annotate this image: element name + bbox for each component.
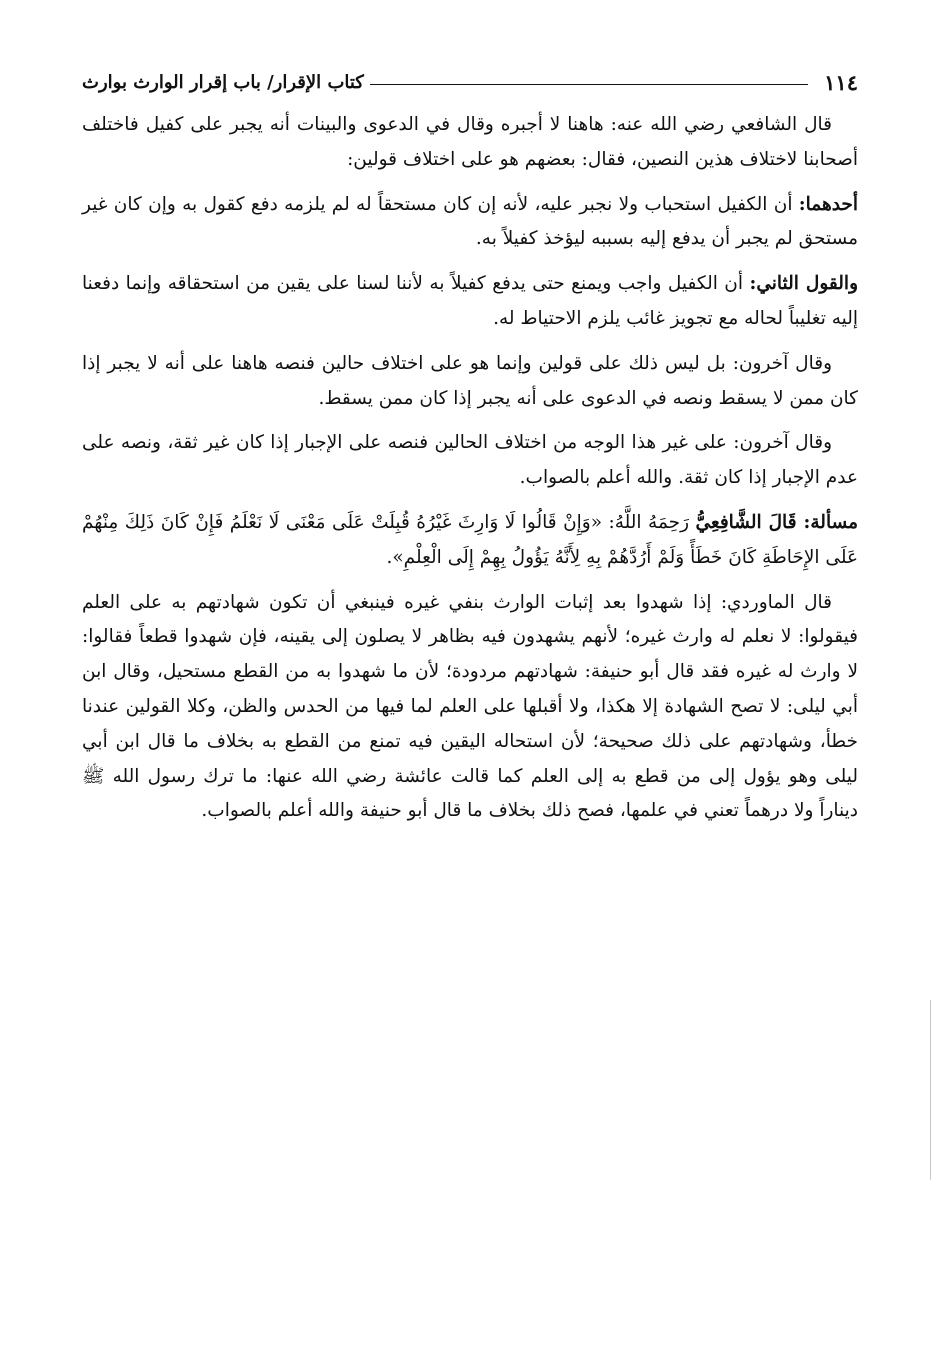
running-head: كتاب الإقرار/ باب إقرار الوارث بوارث [82, 71, 364, 93]
paragraph-text: رَحِمَهُ اللَّهُ: «وَإِنْ قَالُوا لَا وَارِثَ غَيْرُهُ قُبِلَتْ عَلَى مَعْنَى لَا نَعْلَمُ فَإِنْ كَانَ ذَلِكَ مِنْهُمْ عَلَى الإِحَاطَةِ كَانَ خَطَأً وَلَمْ أَرُدَّهُمْ بِهِ لِأَنَّهُ يَؤُولُ بِهِمْ إِلَى الْعِلْمِ». [82, 511, 858, 568]
paragraph-text: قال الشافعي رضي الله عنه: هاهنا لا أجبره وقال في الدعوى والبينات أنه يجبر على كفيل فاختلف أصحابنا لاختلاف هذين النصين، فقال: بعضهم هو على اختلاف قولين: [82, 114, 858, 170]
paragraph-5 [82, 426, 858, 496]
scan-margin-line [930, 1000, 931, 1180]
paragraph-text: أن الكفيل استحباب ولا نجبر عليه، لأنه إن كان مستحقاً له لم يلزمه دفع كقول به وإن كان غير مستحق لم يجبر أن يدفع إليه بسببه ليؤخذ كفيلاً به. [82, 193, 858, 250]
header-rule [370, 84, 808, 85]
paragraph-2 [82, 188, 858, 258]
paragraph-text: أن الكفيل واجب ويمنع حتى يدفع كفيلاً به لأننا لسنا على يقين من استحقاقه وإنما دفعنا إليه تغليباً لحاله مع تجويز غائب يلزم الاحتياط له. [82, 273, 858, 329]
paragraph-text: قال الماوردي: إذا شهدوا بعد إثبات الوارث بنفي غيره فينبغي أن تكون شهادتهم به على العلم فيقولوا: لا نعلم له وارث غيره؛ لأنهم يشهدون فيه بظاهر لا يصلون إلى يقينه، فإن شهدوا قطعاً فقالوا: لا وارث له غيره فقد قال أبو حنيفة: شهادتهم مردودة؛ لأن ما شهدوا به من القطع مستحيل، وقال ابن أبي ليلى: لا تصح الشهادة إلا هكذا، ولا أقبلها على العلم لما فيها من الحدس والظن، وكلا القولين عندنا خطأ، وشهادتهم على ذلك صحيحة؛ لأن استحاله اليقين فيه تمنع من القطع به بخلاف ما قال ابن أبي ليلى وهو يؤول إلى من قطع به إلى العلم كما قالت عائشة رضي الله عنها: ما ترك رسول الله ﷺ ديناراً ولا درهماً تعني في علمها، فصح ذلك بخلاف ما قال أبو حنيفة والله أعلم بالصواب. [82, 591, 858, 822]
paragraph-7 [82, 586, 858, 830]
paragraph-text: وقال آخرون: بل ليس ذلك على قولين وإنما هو على اختلاف حالين فنصه هاهنا على أنه لا يجبر إذا كان ممن لا يسقط ونصه في الدعوى على أنه يجبر إذا كان ممن يسقط. [82, 352, 858, 409]
paragraph-1 [82, 108, 858, 178]
paragraph-lead: والقول الثاني: [749, 273, 858, 295]
body-text [82, 108, 858, 839]
page-number: ١١٤ [824, 69, 858, 95]
page-header [82, 62, 858, 102]
paragraph-lead: مسألة: قَالَ الشَّافِعِيُّ [695, 511, 858, 533]
paragraph-3 [82, 267, 858, 337]
paragraph-text: وقال آخرون: على غير هذا الوجه من اختلاف الحالين فنصه على الإجبار إذا كان غير ثقة، ونصه على عدم الإجبار إذا كان ثقة. والله أعلم بالصواب. [82, 432, 858, 489]
paragraph-6-masala [82, 506, 858, 576]
paragraph-lead: أحدهما: [798, 193, 858, 215]
paragraph-4 [82, 347, 858, 417]
book-page [82, 62, 858, 1322]
